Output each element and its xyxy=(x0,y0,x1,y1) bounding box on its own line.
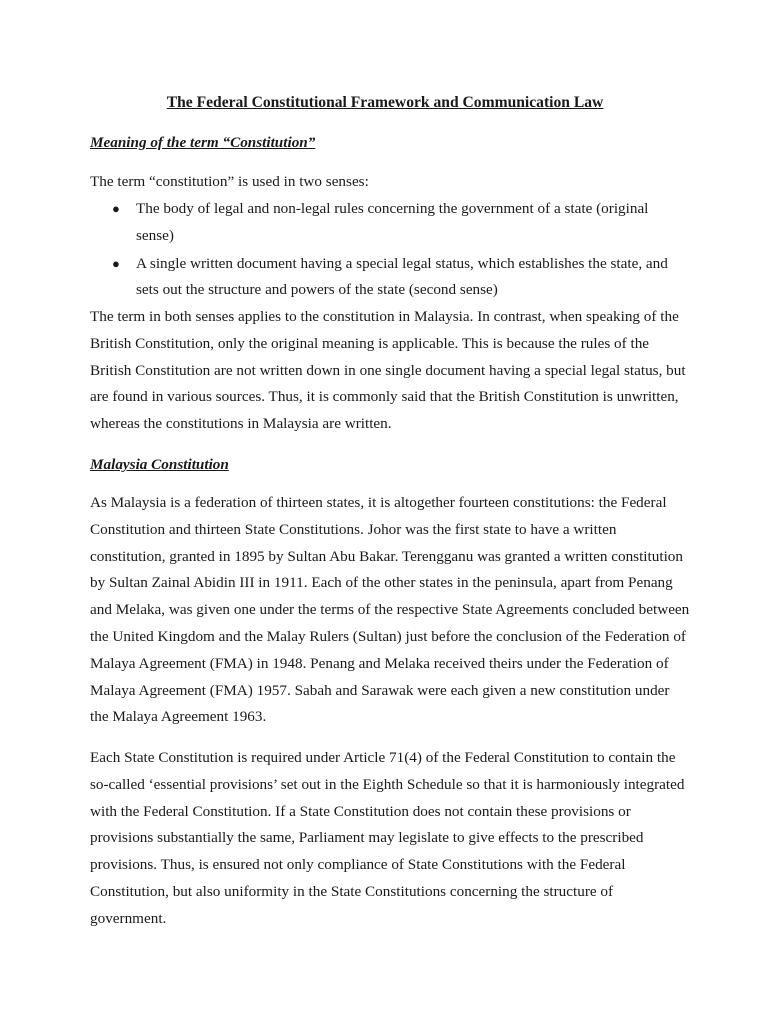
section-intro: The term “constitution” is used in two senses: xyxy=(90,173,369,190)
paragraph-essential-provisions: Each State Constitution is required under Article 71(4) of the Federal Constitution to contain the so-called ‘essential provisions’ set out in the Eighth Schedule so that it is harmoniously integrated with the Federal Constitution. If a State Constitution does not contain these provisions or provisions substantially the same, Parliament may legislate to give effects to the prescribed provisions. Thus, is ensured not only compliance of State Constitutions with the Federal Constitution, but also uniformity in the State Constitutions concerning the structure of government. xyxy=(90,749,685,927)
bullet-text: A single written document having a special legal status, which establishes the state, and sets out the structure and powers of the state (second sense) xyxy=(136,254,668,299)
list-item xyxy=(90,196,690,250)
paragraph-fourteen-constitutions: As Malaysia is a federation of thirteen states, it is altogether fourteen constitutions: the Federal Constitution and thirteen State Constitutions. Johor was the first state to have a written constitution, granted in 1895 by Sultan Abu Bakar. Terengganu was granted a written constitution by Sultan Zainal Abidin III in 1911. Each of the other states in the peninsula, apart from Penang and Melaka, was given one under the terms of the respective State Agreements concluded between the United Kingdom and the Malay Rulers (Sultan) just before the conclusion of the Federation of Malaya Agreement (FMA) in 1948. Penang and Melaka received theirs under the Federation of Malaya Agreement (FMA) 1957. Sabah and Sarawak were each given a new constitution under the Malaya Agreement 1963. xyxy=(90,494,690,726)
bullet-dot-icon: ● xyxy=(112,255,120,271)
list-item xyxy=(90,251,690,305)
paragraph-british-constitution: The term in both senses applies to the constitution in Malaysia. In contrast, when speaking of the British Constitution, only the original meaning is applicable. This is because the rules of the British Constitution are not written down in one single document having a special legal status, but are found in various sources. Thus, it is commonly said that the British Constitution is unwritten, whereas the constitutions in Malaysia are written. xyxy=(90,308,686,433)
senses-bullet-list xyxy=(90,196,690,305)
section-heading-malaysia-constitution: Malaysia Constitution xyxy=(90,456,229,473)
section-heading-constitution-meaning: Meaning of the term “Constitution” xyxy=(90,134,316,151)
bullet-text: The body of legal and non-legal rules concerning the government of a state (original sense) xyxy=(136,200,649,244)
document-title: The Federal Constitutional Framework and Communication Law xyxy=(166,94,604,111)
bullet-dot-icon: ● xyxy=(112,201,120,216)
